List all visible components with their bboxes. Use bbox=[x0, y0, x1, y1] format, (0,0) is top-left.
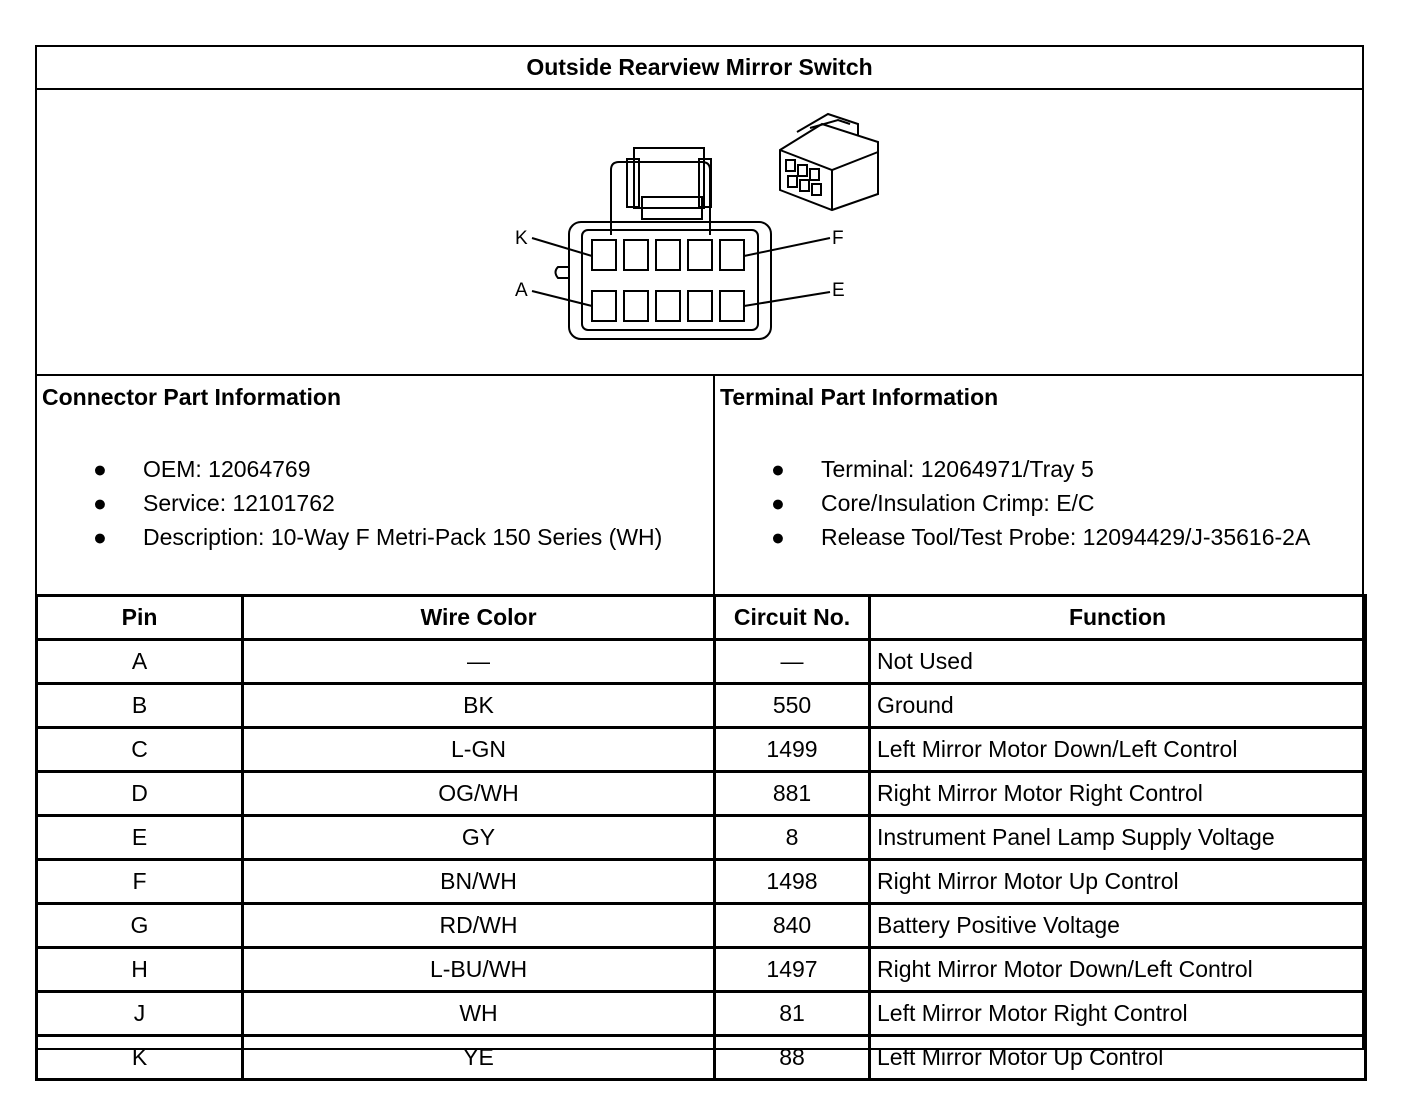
cell-pin: E bbox=[37, 816, 243, 860]
connector-inner bbox=[582, 230, 758, 330]
terminal-info-panel: Terminal Part Information ● Terminal: 12064971/Tray 5 ● Core/Insulation Crimp: E/C ● Release Tool/Test Probe: 12094429/J-35616-2A bbox=[713, 374, 1364, 596]
cell-wire-color: RD/WH bbox=[243, 904, 715, 948]
cell-wire-color: BN/WH bbox=[243, 860, 715, 904]
leader-f bbox=[744, 238, 830, 256]
table-row bbox=[37, 728, 1366, 772]
latch-housing bbox=[611, 162, 710, 235]
cell-function: Right Mirror Motor Down/Left Control bbox=[870, 948, 1366, 992]
cavity-top-1 bbox=[592, 240, 616, 270]
cell-function: Left Mirror Motor Down/Left Control bbox=[870, 728, 1366, 772]
pin-label-k: K bbox=[515, 228, 528, 249]
cell-circuit-no: 1498 bbox=[715, 860, 870, 904]
connector-diagram-panel bbox=[35, 88, 1364, 376]
table-row bbox=[37, 640, 1366, 684]
cavity-top-2 bbox=[624, 240, 648, 270]
page-title bbox=[35, 45, 1364, 90]
cell-circuit-no: 1499 bbox=[715, 728, 870, 772]
title-text: Outside Rearview Mirror Switch bbox=[526, 54, 873, 80]
cell-circuit-no: 8 bbox=[715, 816, 870, 860]
cell-function: Instrument Panel Lamp Supply Voltage bbox=[870, 816, 1366, 860]
header-pin: Pin bbox=[37, 596, 243, 640]
cell-pin: K bbox=[37, 1036, 243, 1080]
connector-diagram bbox=[37, 90, 1362, 374]
cell-wire-color: L-GN bbox=[243, 728, 715, 772]
cell-function: Right Mirror Motor Right Control bbox=[870, 772, 1366, 816]
bullet-icon: ● bbox=[93, 524, 107, 550]
header-circuit-no: Circuit No. bbox=[715, 596, 870, 640]
cell-pin: H bbox=[37, 948, 243, 992]
table-row bbox=[37, 684, 1366, 728]
cell-wire-color: L-BU/WH bbox=[243, 948, 715, 992]
cavity-bottom-5 bbox=[720, 291, 744, 321]
terminal-info-heading: Terminal Part Information bbox=[720, 384, 999, 410]
cell-circuit-no: 81 bbox=[715, 992, 870, 1036]
bullet-icon: ● bbox=[771, 456, 785, 482]
cell-wire-color: GY bbox=[243, 816, 715, 860]
pinout-table bbox=[35, 594, 1367, 1081]
side-key bbox=[556, 267, 570, 278]
table-row bbox=[37, 1036, 1366, 1080]
connector-info-panel: Connector Part Information ● OEM: 12064769 ● Service: 12101762 ● Description: 10-Way F Metri-Pack 150 Series (WH) bbox=[35, 374, 715, 596]
cell-circuit-no: 1497 bbox=[715, 948, 870, 992]
cell-circuit-no: 840 bbox=[715, 904, 870, 948]
cell-pin: B bbox=[37, 684, 243, 728]
cell-wire-color: — bbox=[243, 640, 715, 684]
cell-wire-color: BK bbox=[243, 684, 715, 728]
pin-label-a: A bbox=[515, 280, 528, 301]
table-row bbox=[37, 816, 1366, 860]
table-header-row bbox=[37, 596, 1366, 640]
connector-isometric-icon bbox=[780, 114, 878, 210]
bullet-icon: ● bbox=[93, 490, 107, 516]
cavity-bottom-1 bbox=[592, 291, 616, 321]
cavity-bottom-3 bbox=[656, 291, 680, 321]
table-row bbox=[37, 992, 1366, 1036]
table-row bbox=[37, 904, 1366, 948]
cell-wire-color: OG/WH bbox=[243, 772, 715, 816]
cavity-top-3 bbox=[656, 240, 680, 270]
cavity-top-4 bbox=[688, 240, 712, 270]
cell-pin: F bbox=[37, 860, 243, 904]
cell-wire-color: YE bbox=[243, 1036, 715, 1080]
leader-e bbox=[744, 292, 830, 306]
cell-circuit-no: 881 bbox=[715, 772, 870, 816]
cell-function: Right Mirror Motor Up Control bbox=[870, 860, 1366, 904]
cell-circuit-no: 88 bbox=[715, 1036, 870, 1080]
table-row bbox=[37, 772, 1366, 816]
cell-pin: A bbox=[37, 640, 243, 684]
cavity-top-5 bbox=[720, 240, 744, 270]
bullet-icon: ● bbox=[771, 524, 785, 550]
cell-pin: D bbox=[37, 772, 243, 816]
header-wire-color: Wire Color bbox=[243, 596, 715, 640]
pin-label-e: E bbox=[832, 280, 845, 301]
cell-function: Left Mirror Motor Right Control bbox=[870, 992, 1366, 1036]
cavity-bottom-2 bbox=[624, 291, 648, 321]
latch-body bbox=[634, 148, 704, 208]
table-row bbox=[37, 948, 1366, 992]
cell-wire-color: WH bbox=[243, 992, 715, 1036]
cell-function: Not Used bbox=[870, 640, 1366, 684]
cell-function: Battery Positive Voltage bbox=[870, 904, 1366, 948]
connector-info-heading: Connector Part Information bbox=[42, 384, 342, 410]
cell-pin: G bbox=[37, 904, 243, 948]
cell-function: Left Mirror Motor Up Control bbox=[870, 1036, 1366, 1080]
cell-circuit-no: 550 bbox=[715, 684, 870, 728]
cavity-bottom-4 bbox=[688, 291, 712, 321]
cell-pin: J bbox=[37, 992, 243, 1036]
table-row bbox=[37, 860, 1366, 904]
cell-circuit-no: — bbox=[715, 640, 870, 684]
header-function: Function bbox=[870, 596, 1366, 640]
bullet-icon: ● bbox=[93, 456, 107, 482]
cell-function: Ground bbox=[870, 684, 1366, 728]
cell-pin: C bbox=[37, 728, 243, 772]
pin-label-f: F bbox=[832, 228, 844, 249]
bullet-icon: ● bbox=[771, 490, 785, 516]
